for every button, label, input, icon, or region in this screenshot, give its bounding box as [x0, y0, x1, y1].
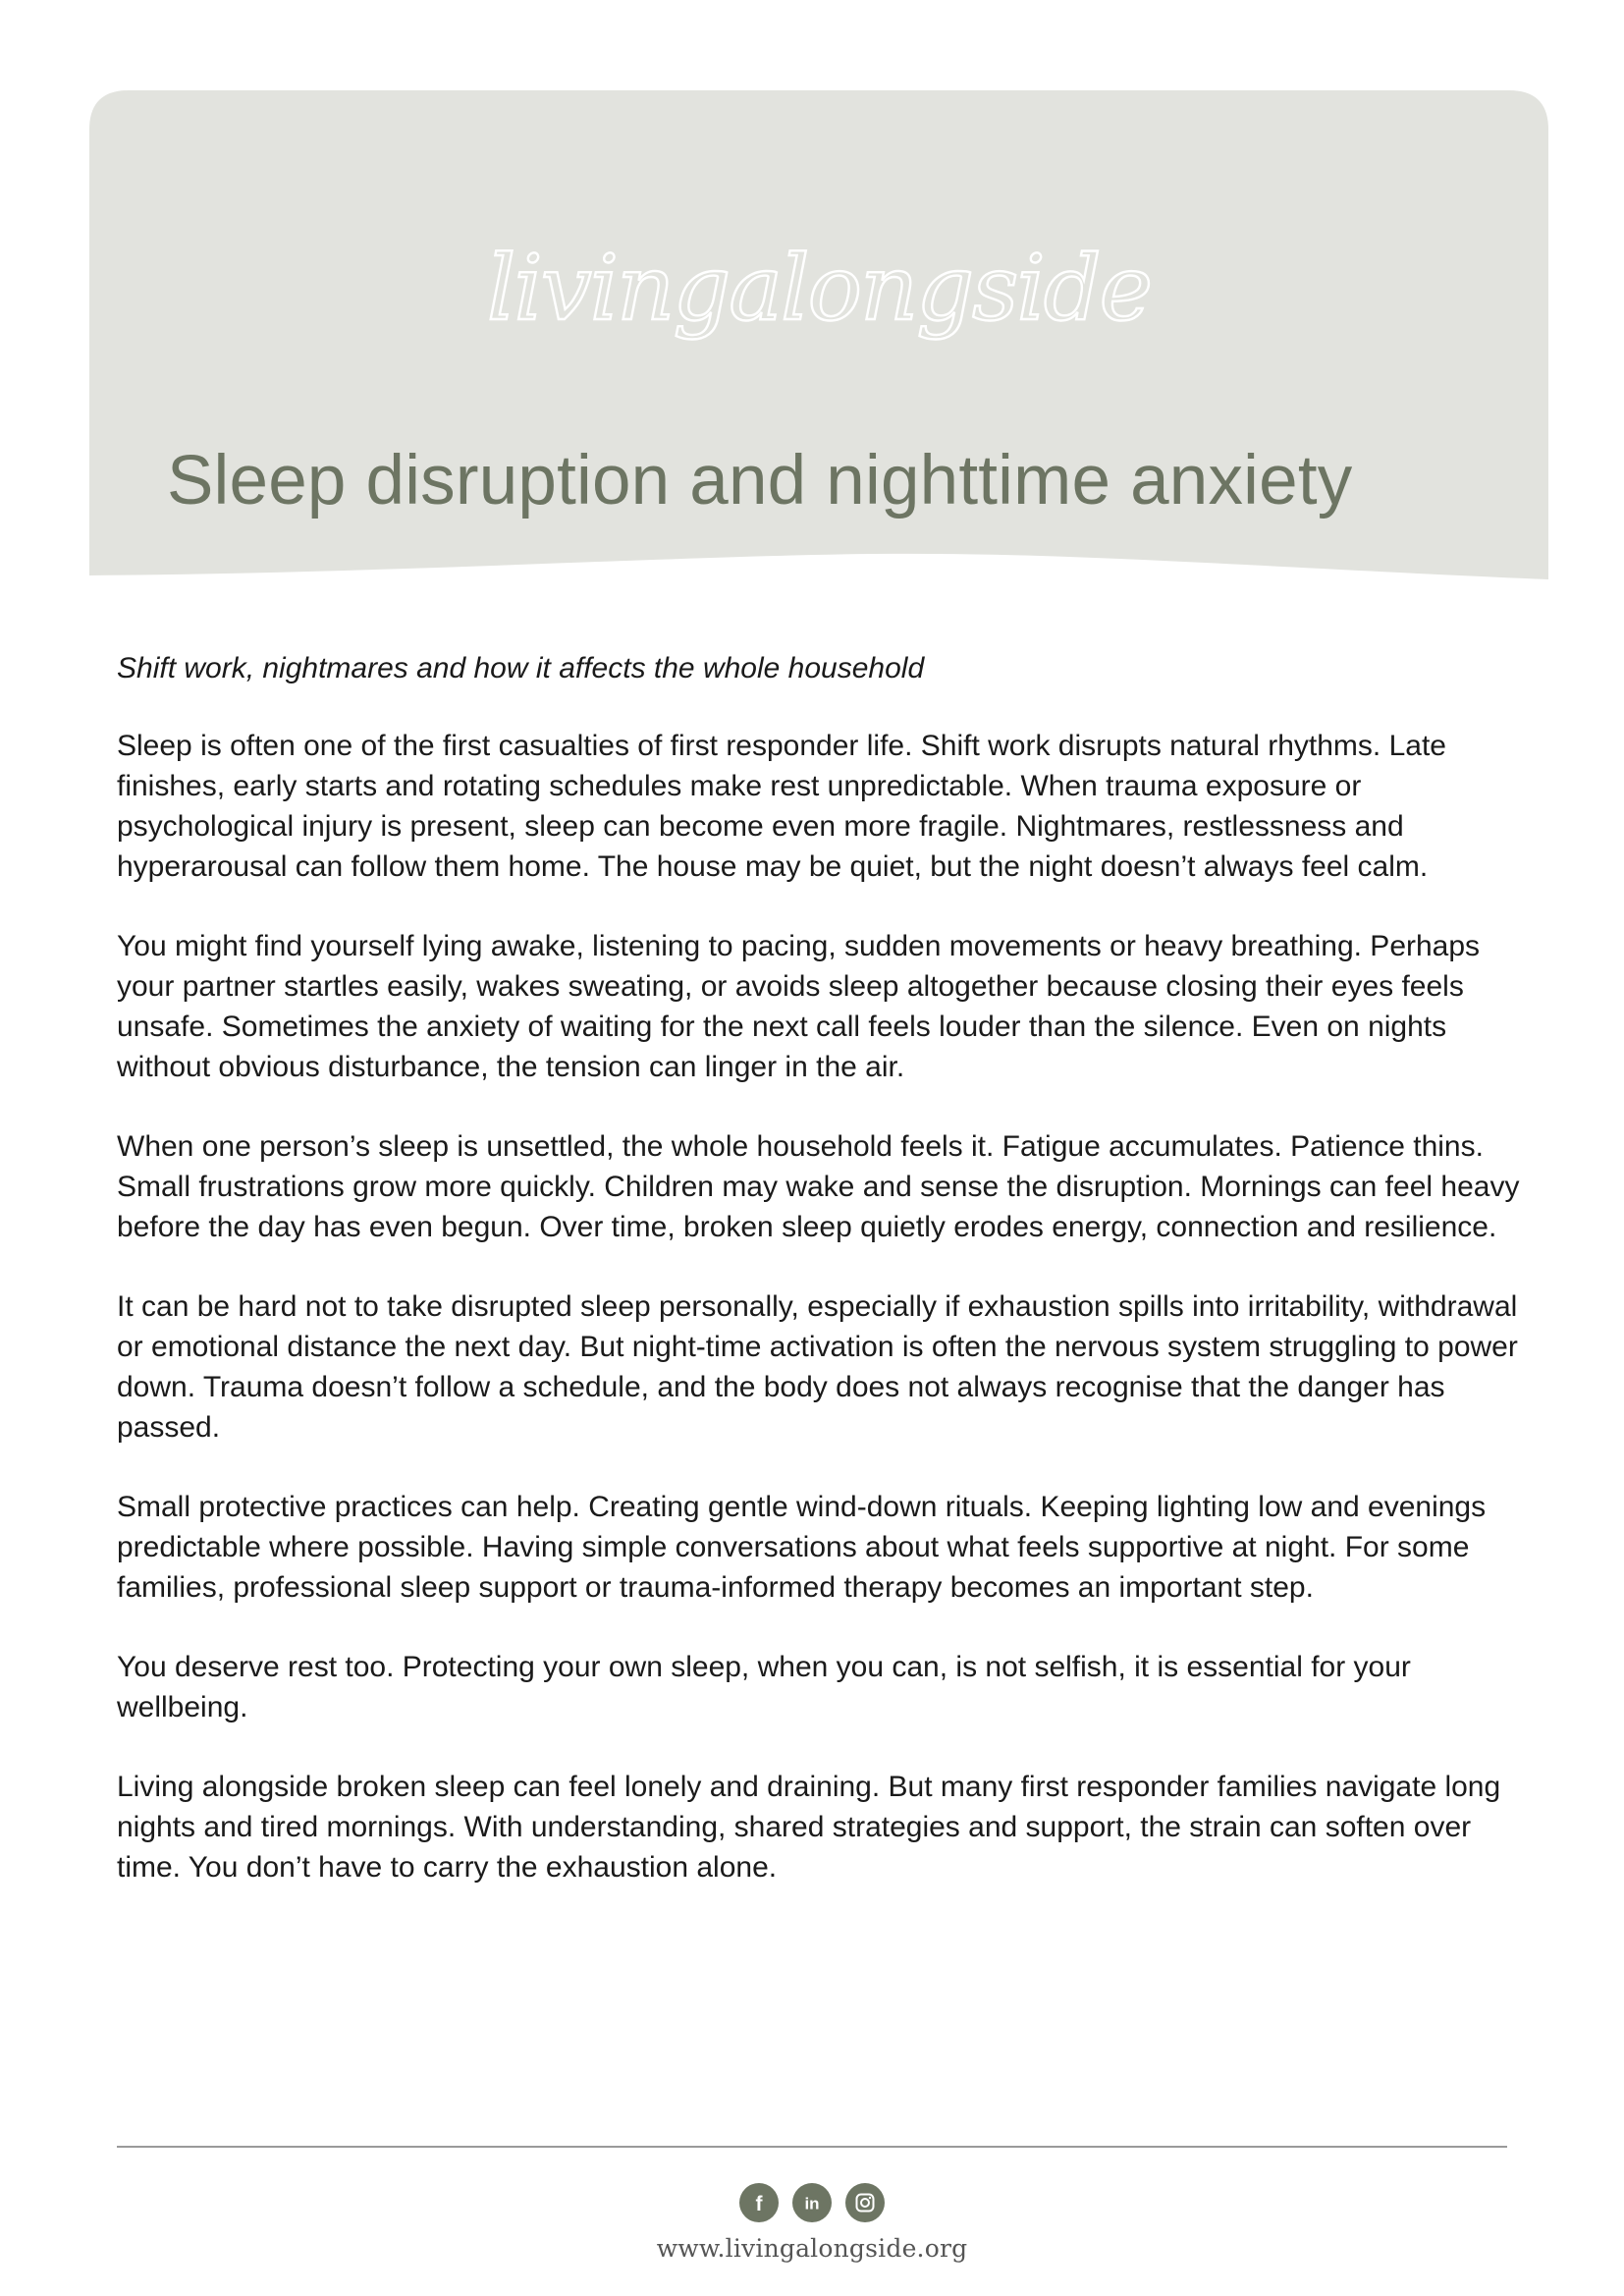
website-link[interactable]: www.livingalongside.org: [656, 2234, 968, 2263]
logo-wordmark: livingalongside: [486, 236, 1152, 341]
article-subtitle: Shift work, nightmares and how it affects the whole household: [117, 652, 925, 684]
header-banner: [89, 90, 1548, 579]
article-paragraph: You might find yourself lying awake, listening to pacing, sudden movements or heavy breathing. Perhaps your partner startles easily, wakes sweating, or avoids sleep altogether because closing their eyes feels unsafe. Sometimes the anxiety of waiting for the next call feels louder than the silence. Even on nights without obvious disturbance, the tension can linger in the air.: [117, 930, 1481, 1083]
article-paragraph: Living alongside broken sleep can feel lonely and draining. But many first responder families navigate long nights and tired mornings. With understanding, shared strategies and support, the strain can soften over time. You don’t have to carry the exhaustion alone.: [117, 1771, 1501, 1884]
brand-logo: [89, 223, 1548, 360]
article-paragraph: Small protective practices can help. Creating gentle wind-down rituals. Keeping lighting low and evenings predictable where possible. Having simple conversations about what feels supportive at night. For some families, professional sleep support or trauma-informed therapy becomes an important step.: [117, 1491, 1487, 1604]
article-paragraph: Sleep is often one of the first casualties of first responder life. Shift work disrupts natural rhythms. Late finishes, early starts and rotating schedules make rest unpredictable. When trauma exposure or psychological injury is present, sleep can become even more fragile. Nightmares, restlessness and hyperarousal can follow them home. The house may be quiet, but the night doesn’t always feel calm.: [117, 730, 1446, 883]
footer-divider: [117, 2146, 1507, 2148]
article-paragraph: When one person’s sleep is unsettled, the whole household feels it. Fatigue accumulates. Patience thins. Small frustrations grow more quickly. Children may wake and sense the disruption. Mornings can feel heavy before the day has even begun. Over time, broken sleep quietly erodes energy, connection and resilience.: [117, 1130, 1520, 1243]
linkedin-icon[interactable]: [792, 2183, 832, 2222]
svg-text:in: in: [804, 2194, 820, 2214]
article-paragraph: It can be hard not to take disrupted sleep personally, especially if exhaustion spills into irritability, withdrawal or emotional distance the next day. But night-time activation is often the nervous system struggling to power down. Trauma doesn’t follow a schedule, and the body does not always recognise that the danger has passed.: [117, 1290, 1518, 1444]
page-title: Sleep disruption and nighttime anxiety: [167, 442, 1353, 519]
logo-script: [465, 223, 1172, 370]
article-paragraph: You deserve rest too. Protecting your own sleep, when you can, is not selfish, it is essential for your wellbeing.: [117, 1651, 1411, 1723]
social-links: [0, 2183, 1624, 2222]
svg-text:f: f: [755, 2193, 763, 2215]
article-body: [117, 648, 1521, 1927]
facebook-icon[interactable]: [739, 2183, 779, 2222]
instagram-icon[interactable]: [845, 2183, 885, 2222]
